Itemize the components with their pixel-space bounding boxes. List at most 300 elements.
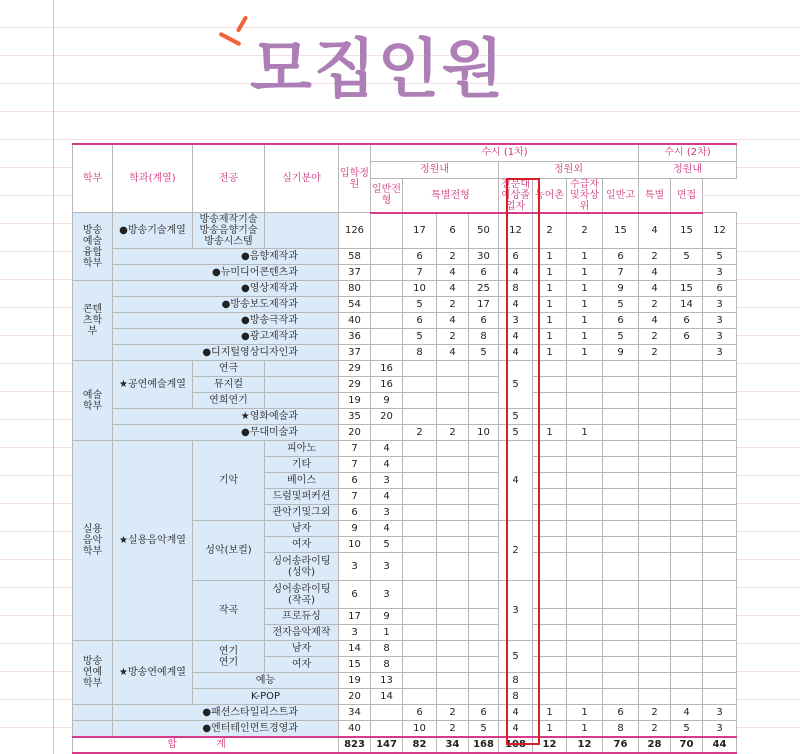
cell-major: 뮤지컬 — [193, 377, 265, 393]
cell-h — [603, 657, 639, 673]
cell-q: 80 — [339, 281, 371, 297]
cell-e — [533, 581, 567, 609]
cell-q: 20 — [339, 425, 371, 441]
cell-b — [437, 521, 469, 537]
cell-b — [437, 393, 469, 409]
table-row — [73, 313, 737, 329]
cell-h: 7 — [603, 265, 639, 281]
cell-c — [469, 521, 499, 537]
cell-b — [437, 457, 469, 473]
cell-i — [639, 641, 671, 657]
cell-g: 4 — [371, 521, 403, 537]
cell-c — [469, 581, 499, 609]
cell-f — [567, 581, 603, 609]
cell-i — [639, 409, 671, 425]
header-ilban-2: 일반고 — [603, 178, 639, 213]
cell-a: 10 — [403, 721, 437, 737]
cell-hakbu — [73, 721, 113, 737]
cell-dept: ●패션스타일리스트과 — [113, 705, 339, 721]
table-row — [73, 213, 737, 249]
cell-major: 기악 — [193, 441, 265, 521]
cell-a — [403, 641, 437, 657]
cell-g: 3 — [371, 473, 403, 489]
cell-j — [671, 345, 703, 361]
cell-j: 14 — [671, 297, 703, 313]
cell-dept: ●영상제작과 — [113, 281, 339, 297]
cell-field — [265, 377, 339, 393]
cell-e — [533, 625, 567, 641]
cell-g: 4 — [371, 489, 403, 505]
cell-q: 3 — [339, 625, 371, 641]
cell-q: 6 — [339, 581, 371, 609]
cell-field — [265, 213, 339, 249]
spark-decoration-1 — [236, 15, 248, 33]
cell-e — [533, 441, 567, 457]
cell-k: 3 — [703, 705, 737, 721]
cell-field: 여자 — [265, 657, 339, 673]
cell-b: 2 — [437, 329, 469, 345]
cell-j — [671, 409, 703, 425]
cell-b: 2 — [437, 297, 469, 313]
cell-q: 29 — [339, 361, 371, 377]
cell-d: 3 — [499, 581, 533, 641]
cell-hakbu: 콘텐츠학부 — [73, 281, 113, 361]
total-label: 합 계 — [73, 737, 339, 753]
spark-decoration-2 — [218, 32, 241, 47]
cell-b: 2 — [437, 249, 469, 265]
cell-d: 8 — [499, 689, 533, 705]
cell-a: 7 — [403, 265, 437, 281]
cell-b: 6 — [437, 213, 469, 249]
cell-major: 작곡 — [193, 581, 265, 641]
header-jungwonnae-2: 정원내 — [639, 161, 737, 178]
cell-c — [469, 441, 499, 457]
cell-a — [403, 393, 437, 409]
total-row — [73, 737, 737, 753]
total-g: 147 — [371, 737, 403, 753]
cell-dept: ★공연예술계열 — [113, 361, 193, 409]
table-row — [73, 721, 737, 737]
cell-h: 6 — [603, 705, 639, 721]
cell-e: 1 — [533, 249, 567, 265]
cell-c — [469, 489, 499, 505]
cell-q: 10 — [339, 537, 371, 553]
total-b: 34 — [437, 737, 469, 753]
cell-h — [603, 521, 639, 537]
cell-j — [671, 673, 703, 689]
cell-h — [603, 457, 639, 473]
cell-j — [671, 361, 703, 377]
cell-hakbu: 실용음악학부 — [73, 441, 113, 641]
cell-a: 5 — [403, 329, 437, 345]
cell-h — [603, 537, 639, 553]
cell-c — [469, 457, 499, 473]
cell-d: 3 — [499, 313, 533, 329]
cell-g — [371, 249, 403, 265]
cell-k — [703, 361, 737, 377]
header-general: 일반전형 — [371, 178, 403, 213]
cell-field: 드럼및퍼커션 — [265, 489, 339, 505]
cell-k: 3 — [703, 265, 737, 281]
cell-h: 5 — [603, 297, 639, 313]
cell-k — [703, 673, 737, 689]
cell-b — [437, 537, 469, 553]
cell-f: 2 — [567, 213, 603, 249]
cell-e: 1 — [533, 281, 567, 297]
cell-e — [533, 689, 567, 705]
cell-field: 여자 — [265, 537, 339, 553]
cell-dept: ●방송기술계열 — [113, 213, 193, 249]
cell-f: 1 — [567, 249, 603, 265]
header-field: 실기분야 — [265, 144, 339, 213]
cell-e — [533, 641, 567, 657]
cell-d: 6 — [499, 249, 533, 265]
cell-g: 13 — [371, 673, 403, 689]
cell-g — [371, 425, 403, 441]
cell-j — [671, 553, 703, 581]
cell-g — [371, 313, 403, 329]
cell-k — [703, 521, 737, 537]
cell-f — [567, 489, 603, 505]
cell-a — [403, 537, 437, 553]
cell-k — [703, 553, 737, 581]
header-nongeo: 농어촌 — [533, 178, 567, 213]
cell-c: 5 — [469, 345, 499, 361]
cell-q: 40 — [339, 313, 371, 329]
cell-h: 9 — [603, 281, 639, 297]
cell-h — [603, 489, 639, 505]
cell-b — [437, 641, 469, 657]
cell-k — [703, 641, 737, 657]
cell-d: 4 — [499, 705, 533, 721]
cell-h — [603, 581, 639, 609]
cell-dept: ●디지털영상디자인과 — [113, 345, 339, 361]
cell-dept: ★영화예술과 — [113, 409, 339, 425]
cell-k: 3 — [703, 329, 737, 345]
cell-f — [567, 393, 603, 409]
cell-f: 1 — [567, 265, 603, 281]
cell-b — [437, 673, 469, 689]
cell-i — [639, 393, 671, 409]
cell-a — [403, 473, 437, 489]
cell-q: 14 — [339, 641, 371, 657]
cell-g: 3 — [371, 553, 403, 581]
cell-g: 5 — [371, 537, 403, 553]
cell-e — [533, 361, 567, 377]
cell-dept: ★방송연예계열 — [113, 641, 193, 705]
cell-g — [371, 705, 403, 721]
cell-j — [671, 537, 703, 553]
cell-j: 6 — [671, 313, 703, 329]
cell-g: 9 — [371, 393, 403, 409]
cell-c — [469, 361, 499, 377]
cell-e: 1 — [533, 297, 567, 313]
cell-c — [469, 473, 499, 489]
cell-f: 1 — [567, 721, 603, 737]
cell-q: 9 — [339, 521, 371, 537]
cell-b: 4 — [437, 281, 469, 297]
cell-h: 6 — [603, 313, 639, 329]
cell-e: 1 — [533, 705, 567, 721]
cell-i — [639, 689, 671, 705]
cell-a — [403, 581, 437, 609]
cell-c: 5 — [469, 721, 499, 737]
cell-d: 4 — [499, 345, 533, 361]
cell-c — [469, 553, 499, 581]
cell-e — [533, 393, 567, 409]
cell-h — [603, 425, 639, 441]
cell-a — [403, 361, 437, 377]
cell-e — [533, 377, 567, 393]
cell-c — [469, 409, 499, 425]
cell-a: 8 — [403, 345, 437, 361]
cell-a — [403, 657, 437, 673]
cell-b — [437, 441, 469, 457]
cell-field: 기타 — [265, 457, 339, 473]
cell-i: 4 — [639, 265, 671, 281]
cell-q: 36 — [339, 329, 371, 345]
header-jungwonoe-1: 정원외 — [499, 161, 639, 178]
cell-k — [703, 609, 737, 625]
cell-k — [703, 473, 737, 489]
cell-q: 37 — [339, 265, 371, 281]
cell-field: 관악기및그외 — [265, 505, 339, 521]
cell-field: 프로듀싱 — [265, 609, 339, 625]
cell-i — [639, 505, 671, 521]
cell-k: 12 — [703, 213, 737, 249]
cell-dept: ●음향제작과 — [113, 249, 339, 265]
cell-f — [567, 377, 603, 393]
cell-dept: ●방송보도제작과 — [113, 297, 339, 313]
cell-q: 37 — [339, 345, 371, 361]
cell-k: 3 — [703, 313, 737, 329]
total-k: 44 — [703, 737, 737, 753]
cell-k — [703, 689, 737, 705]
cell-g: 4 — [371, 441, 403, 457]
cell-c — [469, 505, 499, 521]
total-h: 76 — [603, 737, 639, 753]
cell-e — [533, 409, 567, 425]
cell-e: 1 — [533, 425, 567, 441]
cell-c: 10 — [469, 425, 499, 441]
cell-i: 2 — [639, 329, 671, 345]
cell-j: 6 — [671, 329, 703, 345]
header-sugeup: 수급자및차상위 — [567, 178, 603, 213]
cell-q: 29 — [339, 377, 371, 393]
cell-c — [469, 673, 499, 689]
cell-f — [567, 673, 603, 689]
cell-k — [703, 489, 737, 505]
cell-i — [639, 673, 671, 689]
cell-q: 58 — [339, 249, 371, 265]
cell-i: 4 — [639, 213, 671, 249]
cell-c — [469, 377, 499, 393]
cell-j — [671, 521, 703, 537]
cell-d: 5 — [499, 361, 533, 409]
cell-q: 17 — [339, 609, 371, 625]
cell-field: 베이스 — [265, 473, 339, 489]
cell-major: 방송제작기술 방송음향기술 방송시스템 — [193, 213, 265, 249]
cell-e — [533, 537, 567, 553]
cell-a — [403, 609, 437, 625]
cell-f — [567, 625, 603, 641]
table-row — [73, 345, 737, 361]
cell-g: 14 — [371, 689, 403, 705]
cell-field: 싱어송라이팅 (작곡) — [265, 581, 339, 609]
cell-e — [533, 673, 567, 689]
total-a: 82 — [403, 737, 437, 753]
cell-a — [403, 489, 437, 505]
cell-f: 1 — [567, 329, 603, 345]
cell-i — [639, 377, 671, 393]
page-title: 모집인원 — [250, 33, 506, 107]
cell-k: 3 — [703, 297, 737, 313]
cell-k: 3 — [703, 345, 737, 361]
cell-hakbu: 방송연예학부 — [73, 641, 113, 705]
cell-d: 4 — [499, 441, 533, 521]
cell-major: 예능 — [193, 673, 339, 689]
cell-a — [403, 457, 437, 473]
cell-d: 4 — [499, 265, 533, 281]
cell-major: K-POP — [193, 689, 339, 705]
cell-k — [703, 457, 737, 473]
cell-f — [567, 521, 603, 537]
cell-i — [639, 537, 671, 553]
cell-field: 싱어송라이팅 (성악) — [265, 553, 339, 581]
total-e: 12 — [533, 737, 567, 753]
cell-q: 7 — [339, 457, 371, 473]
cell-f — [567, 409, 603, 425]
cell-e — [533, 489, 567, 505]
cell-k — [703, 581, 737, 609]
cell-g — [371, 297, 403, 313]
header-major: 전공 — [193, 144, 265, 213]
cell-h — [603, 361, 639, 377]
cell-j: 5 — [671, 721, 703, 737]
cell-e — [533, 473, 567, 489]
cell-b: 2 — [437, 425, 469, 441]
cell-b — [437, 657, 469, 673]
cell-j: 5 — [671, 249, 703, 265]
cell-k — [703, 537, 737, 553]
cell-j — [671, 393, 703, 409]
cell-h — [603, 409, 639, 425]
cell-j — [671, 473, 703, 489]
cell-f: 1 — [567, 313, 603, 329]
cell-a: 17 — [403, 213, 437, 249]
cell-g: 8 — [371, 641, 403, 657]
cell-b — [437, 689, 469, 705]
header-special: 특별전형 — [403, 178, 499, 213]
cell-f — [567, 457, 603, 473]
cell-e: 1 — [533, 265, 567, 281]
cell-q: 126 — [339, 213, 371, 249]
cell-c — [469, 609, 499, 625]
cell-h — [603, 393, 639, 409]
cell-hakbu — [73, 705, 113, 721]
cell-i — [639, 489, 671, 505]
cell-c: 17 — [469, 297, 499, 313]
total-j: 70 — [671, 737, 703, 753]
cell-i: 2 — [639, 249, 671, 265]
cell-g: 8 — [371, 657, 403, 673]
header-myeonjeop-2: 면접 — [671, 178, 703, 213]
cell-k — [703, 393, 737, 409]
cell-b: 4 — [437, 345, 469, 361]
cell-c — [469, 393, 499, 409]
total-c: 168 — [469, 737, 499, 753]
cell-k — [703, 377, 737, 393]
cell-i: 2 — [639, 297, 671, 313]
cell-a — [403, 505, 437, 521]
cell-e: 1 — [533, 721, 567, 737]
cell-c — [469, 537, 499, 553]
cell-g — [371, 721, 403, 737]
cell-j — [671, 689, 703, 705]
cell-a — [403, 625, 437, 641]
cell-q: 6 — [339, 505, 371, 521]
cell-h — [603, 505, 639, 521]
cell-e — [533, 457, 567, 473]
cell-d: 4 — [499, 297, 533, 313]
cell-d: 4 — [499, 721, 533, 737]
cell-k — [703, 441, 737, 457]
total-f: 12 — [567, 737, 603, 753]
cell-q: 15 — [339, 657, 371, 673]
cell-k — [703, 505, 737, 521]
cell-f — [567, 689, 603, 705]
cell-b — [437, 625, 469, 641]
cell-i: 2 — [639, 721, 671, 737]
cell-g: 3 — [371, 581, 403, 609]
cell-j — [671, 265, 703, 281]
cell-f — [567, 609, 603, 625]
cell-h — [603, 609, 639, 625]
cell-major: 연희연기 — [193, 393, 265, 409]
cell-q: 6 — [339, 473, 371, 489]
header-teukbyeol-2: 특별 — [639, 178, 671, 213]
cell-a: 10 — [403, 281, 437, 297]
cell-b: 2 — [437, 721, 469, 737]
cell-j — [671, 641, 703, 657]
cell-d: 5 — [499, 425, 533, 441]
cell-i — [639, 553, 671, 581]
cell-d: 4 — [499, 329, 533, 345]
cell-j — [671, 441, 703, 457]
cell-a — [403, 521, 437, 537]
cell-i — [639, 457, 671, 473]
cell-g: 4 — [371, 457, 403, 473]
table-row — [73, 329, 737, 345]
cell-j: 15 — [671, 213, 703, 249]
cell-f — [567, 441, 603, 457]
cell-g — [371, 281, 403, 297]
cell-k: 6 — [703, 281, 737, 297]
cell-a — [403, 377, 437, 393]
header-quota: 입학정원 — [339, 144, 371, 213]
cell-h — [603, 689, 639, 705]
cell-b: 4 — [437, 313, 469, 329]
cell-h: 9 — [603, 345, 639, 361]
cell-d: 2 — [499, 521, 533, 581]
cell-q: 3 — [339, 553, 371, 581]
table-row — [73, 265, 737, 281]
cell-c: 25 — [469, 281, 499, 297]
cell-g — [371, 345, 403, 361]
cell-h: 6 — [603, 249, 639, 265]
cell-dept: ●방송극작과 — [113, 313, 339, 329]
cell-b — [437, 609, 469, 625]
